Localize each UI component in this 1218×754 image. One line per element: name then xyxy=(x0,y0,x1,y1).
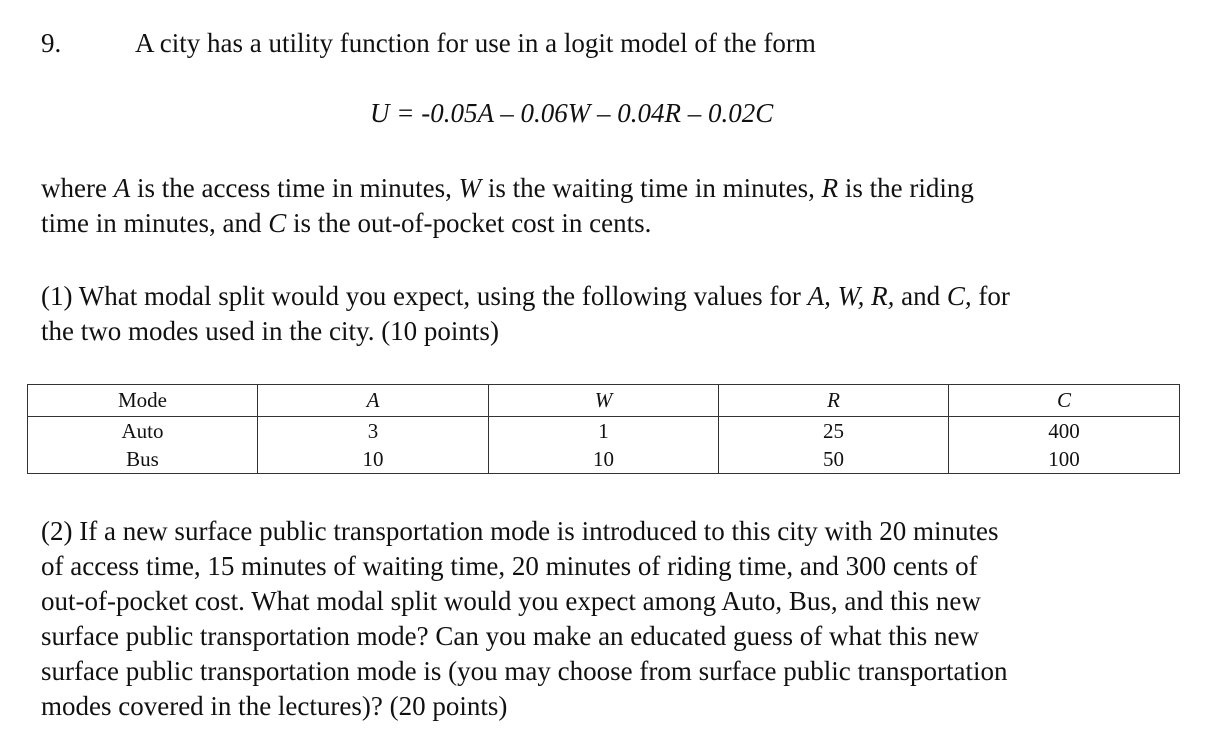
utility-formula: U = -0.05A – 0.06W – 0.04R – 0.02C xyxy=(370,98,774,128)
cell-mode: Auto xyxy=(28,417,258,446)
part1-question xyxy=(41,279,1181,349)
cell-waiting-time: 10 xyxy=(489,445,719,474)
part2-line: surface public transportation mode? Can you make an educated guess of what this new xyxy=(41,621,979,651)
table-header-row xyxy=(28,385,1180,417)
cell-cost: 100 xyxy=(949,445,1180,474)
definitions-line-2: time in minutes, and C is the out-of-pocket cost in cents. xyxy=(41,208,652,238)
question-intro: A city has a utility function for use in a logit model of the form xyxy=(135,28,816,58)
header-riding-time: R xyxy=(719,385,949,417)
part1-line-1: (1) What modal split would you expect, using the following values for A, W, R, and C, for xyxy=(41,281,1010,311)
part2-line: out-of-pocket cost. What modal split would you expect among Auto, Bus, and this new xyxy=(41,586,981,616)
cell-access-time: 3 xyxy=(258,417,489,446)
header-waiting-time: W xyxy=(489,385,719,417)
cell-mode: Bus xyxy=(28,445,258,474)
part2-line: modes covered in the lectures)? (20 points) xyxy=(41,691,508,721)
part1-line-2: the two modes used in the city. (10 points) xyxy=(41,316,499,346)
header-cost: C xyxy=(949,385,1180,417)
header-access-time: A xyxy=(258,385,489,417)
part2-question xyxy=(41,514,1181,724)
cell-access-time: 10 xyxy=(258,445,489,474)
mode-attributes-table xyxy=(27,384,1180,474)
question-number: 9. xyxy=(41,28,62,58)
variable-definitions xyxy=(41,171,1181,241)
definitions-line-1: where A is the access time in minutes, W is the waiting time in minutes, R is the riding xyxy=(41,173,974,203)
header-mode: Mode xyxy=(28,385,258,417)
part2-line: surface public transportation mode is (you may choose from surface public transportation xyxy=(41,656,1008,686)
part2-line: of access time, 15 minutes of waiting time, 20 minutes of riding time, and 300 cents of xyxy=(41,551,978,581)
table-row-auto xyxy=(28,417,1180,446)
cell-cost: 400 xyxy=(949,417,1180,446)
cell-riding-time: 50 xyxy=(719,445,949,474)
table-row-bus xyxy=(28,445,1180,474)
cell-riding-time: 25 xyxy=(719,417,949,446)
part2-line: (2) If a new surface public transportation mode is introduced to this city with 20 minutes xyxy=(41,516,999,546)
cell-waiting-time: 1 xyxy=(489,417,719,446)
